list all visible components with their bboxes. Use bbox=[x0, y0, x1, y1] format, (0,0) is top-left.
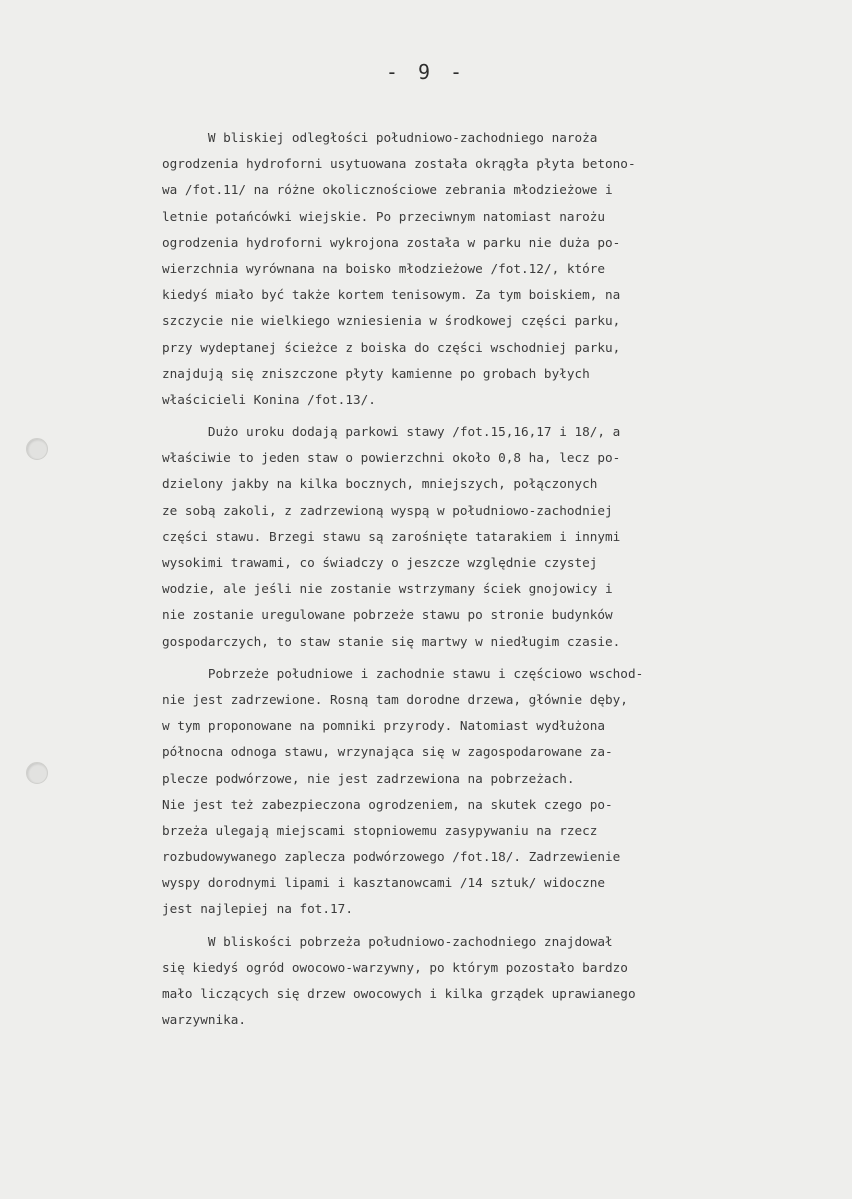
text-line: letnie potańcówki wiejskie. Po przeciwnym natomiast narożu bbox=[162, 208, 606, 224]
text-line: mało liczących się drzew owocowych i kilka grządek uprawianego bbox=[162, 986, 636, 1001]
text-line: właścicieli Konina /fot.13/. bbox=[162, 391, 376, 407]
text-line: jest najlepiej na fot.17. bbox=[162, 901, 353, 917]
text-line: kiedyś miało być także kortem tenisowym. Za tym boiskiem, na bbox=[162, 287, 621, 303]
text-line: dzielony jakby na kilka bocznych, mniejszych, połączonych bbox=[162, 476, 598, 492]
text-line: się kiedyś ogród owocowo-warzywny, po którym pozostało bardzo bbox=[162, 959, 628, 975]
text-line: rozbudowywanego zaplecza podwórzowego /fot.18/. Zadrzewienie bbox=[162, 849, 621, 865]
text-line: właściwie to jeden staw o powierzchni około 0,8 ha, lecz po- bbox=[162, 450, 621, 466]
text-line: nie jest zadrzewione. Rosną tam dorodne drzewa, głównie dęby, bbox=[162, 691, 628, 707]
text-line: Nie jest też zabezpieczona ogrodzeniem, na skutek czego po- bbox=[162, 796, 613, 812]
text-line: ogrodzenia hydroforni wykrojona została w parku nie duża po- bbox=[162, 234, 621, 250]
text-line: wierzchnia wyrównana na boisko młodzieżowe /fot.12/, które bbox=[162, 260, 606, 276]
text-line: szczycie nie wielkiego wzniesienia w środkowej części parku, bbox=[162, 313, 621, 329]
paragraph bbox=[162, 419, 852, 655]
text-line: części stawu. Brzegi stawu są zarośnięte tatarakiem i innymi bbox=[162, 528, 621, 544]
text-line: plecze podwórzowe, nie jest zadrzewiona na pobrzeżach. bbox=[162, 770, 575, 786]
text-line: północna odnoga stawu, wrzynająca się w zagospodarowane za- bbox=[162, 744, 613, 760]
text-line: ogrodzenia hydroforni usytuowana została okrągła płyta betono- bbox=[162, 156, 636, 172]
text-line: warzywnika. bbox=[162, 1012, 247, 1028]
paragraph bbox=[162, 661, 852, 923]
text-line: Dużo uroku dodają parkowi stawy /fot.15,16,17 i 18/, a bbox=[162, 424, 621, 440]
body-text bbox=[162, 125, 852, 1033]
text-line: brzeża ulegają miejscami stopniowemu zasypywaniu na rzecz bbox=[162, 822, 598, 838]
punch-hole bbox=[26, 762, 48, 784]
text-line: ze sobą zakoli, z zadrzewioną wyspą w południowo-zachodniej bbox=[162, 502, 613, 518]
text-line: w tym proponowane na pomniki przyrody. Natomiast wydłużona bbox=[162, 718, 606, 734]
text-line: wa /fot.11/ na różne okolicznościowe zebrania młodzieżowe i bbox=[162, 182, 613, 198]
text-line: wodzie, ale jeśli nie zostanie wstrzymany ściek gnojowicy i bbox=[162, 581, 613, 597]
paragraph bbox=[162, 125, 852, 413]
text-line: Pobrzeże południowe i zachodnie stawu i częściowo wschod- bbox=[162, 665, 644, 681]
text-line: wyspy dorodnymi lipami i kasztanowcami /14 sztuk/ widoczne bbox=[162, 875, 606, 891]
text-line: gospodarczych, to staw stanie się martwy w niedługim czasie. bbox=[162, 633, 621, 649]
text-line: nie zostanie uregulowane pobrzeże stawu po stronie budynków bbox=[162, 607, 613, 623]
text-line: znajdują się zniszczone płyty kamienne po grobach byłych bbox=[162, 365, 590, 381]
text-line: W bliskości pobrzeża południowo-zachodniego znajdował bbox=[162, 933, 613, 949]
text-line: wysokimi trawami, co świadczy o jeszcze względnie czystej bbox=[162, 555, 598, 570]
text-line: W bliskiej odległości południowo-zachodniego naroża bbox=[162, 130, 598, 145]
paragraph bbox=[162, 929, 852, 1034]
page-number: - 9 - bbox=[385, 60, 467, 84]
punch-hole bbox=[26, 438, 48, 460]
text-line: przy wydeptanej ścieżce z boiska do części wschodniej parku, bbox=[162, 339, 621, 355]
